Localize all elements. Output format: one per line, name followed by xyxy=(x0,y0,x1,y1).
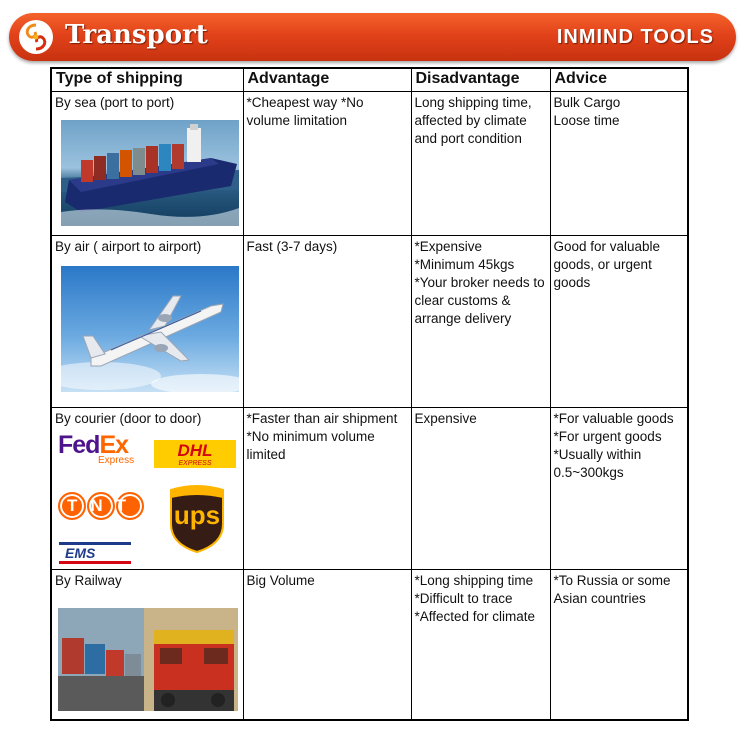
container-ship-image xyxy=(61,120,239,226)
shipping-type-label: By courier (door to door) xyxy=(55,411,202,426)
shipping-comparison-table xyxy=(50,67,689,721)
ems-logo: EMS xyxy=(59,542,131,564)
cell-advantage-railway: Big Volume xyxy=(243,570,411,720)
shipping-type-label: By air ( airport to airport) xyxy=(55,239,202,254)
column-header-disadvantage: Disadvantage xyxy=(411,68,550,92)
page-title: Transport xyxy=(65,20,208,50)
cell-disadvantage-courier: Expensive xyxy=(411,408,550,570)
cell-advice-railway: *To Russia or some Asian countries xyxy=(550,570,688,720)
fedex-logo: FedEx Express xyxy=(58,431,135,466)
brand-name: INMIND TOOLS xyxy=(556,26,714,48)
cell-advice-sea: Bulk Cargo Loose time xyxy=(550,92,688,236)
table-row-sea xyxy=(51,92,688,236)
cell-disadvantage-railway: *Long shipping time *Difficult to trace *Affected for climate xyxy=(411,570,550,720)
swirl-logo-icon xyxy=(19,20,53,54)
cell-advice-air: Good for valuable goods, or urgent goods xyxy=(550,236,688,408)
cell-disadvantage-sea: Long shipping time, affected by climate and port condition xyxy=(411,92,550,236)
cell-type-railway xyxy=(51,570,243,720)
header-banner xyxy=(9,13,736,61)
table-row-railway xyxy=(51,570,688,720)
column-header-type: Type of shipping xyxy=(51,68,243,92)
freight-train-image xyxy=(58,608,238,711)
table-header-row xyxy=(51,68,688,92)
cell-advantage-courier: *Faster than air shipment *No minimum volume limited xyxy=(243,408,411,570)
dhl-logo: DHL EXPRESS xyxy=(154,440,236,468)
cell-type-courier xyxy=(51,408,243,570)
cell-advice-courier: *For valuable goods *For urgent goods *Usually within 0.5~300kgs xyxy=(550,408,688,570)
column-header-advantage: Advantage xyxy=(243,68,411,92)
ups-logo: ups xyxy=(167,484,227,554)
column-header-advice: Advice xyxy=(550,68,688,92)
cell-advantage-air: Fast (3-7 days) xyxy=(243,236,411,408)
tnt-logo-text: TNT xyxy=(67,496,140,515)
cell-advantage-sea: *Cheapest way *No volume limitation xyxy=(243,92,411,236)
cell-disadvantage-air: *Expensive *Minimum 45kgs *Your broker needs to clear customs & arrange delivery xyxy=(411,236,550,408)
shipping-type-label: By sea (port to port) xyxy=(55,95,175,110)
cell-type-air xyxy=(51,236,243,408)
table-row-courier xyxy=(51,408,688,570)
airplane-image xyxy=(61,266,239,392)
table-row-air xyxy=(51,236,688,408)
cell-type-sea xyxy=(51,92,243,236)
courier-logos xyxy=(55,428,240,566)
shipping-type-label: By Railway xyxy=(55,573,122,588)
